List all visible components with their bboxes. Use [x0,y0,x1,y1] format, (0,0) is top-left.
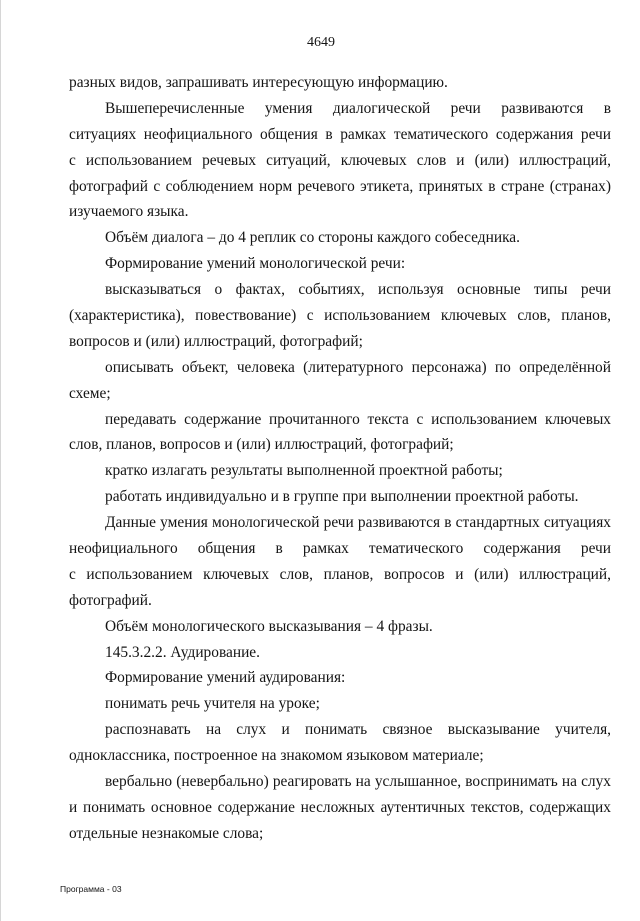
text-line: одноклассника, построенное на знакомом языковом материале; [69,747,484,765]
text-line: ситуациях неофициального общения в рамках тематического содержания речи [69,125,611,143]
text-line: фотографий. [69,591,152,609]
text-line: разных видов, запрашивать интересующую информацию. [69,74,448,91]
page-number: 4649 [307,35,335,50]
text-line: кратко излагать результаты выполненной проектной работы; [105,462,503,480]
text-line: описывать объект, человека (литературного персонажа) по определённой [105,358,611,376]
text-line: вербально (невербально) реагировать на услышанное, воспринимать на слух [105,773,611,791]
text-line: Объём монологического высказывания – 4 фразы. [105,617,433,635]
text-line: схеме; [69,384,111,402]
text-line: вопросов и (или) иллюстраций, фотографий; [69,332,363,350]
text-line: неофициального общения в рамках тематического содержания речи [69,540,611,558]
text-line: работать индивидуально и в группе при выполнении проектной работы. [105,488,579,506]
text-line: Объём диалога – до 4 реплик со стороны каждого собеседника. [105,229,520,247]
text-line: фотографий с соблюдением норм речевого этикета, принятых в стране (странах) [69,177,611,195]
text-line: отдельные незнакомые слова; [69,824,264,842]
text-line: слов, планов, вопросов и (или) иллюстраций, фотографий; [69,436,454,454]
text-line: Данные умения монологической речи развиваются в стандартных ситуациях [105,514,611,532]
text-line: с использованием речевых ситуаций, ключевых слов и (или) иллюстраций, [69,151,611,169]
section-heading: 145.3.2.2. Аудирование. [105,643,260,661]
text-line: высказываться о фактах, событиях, используя основные типы речи [105,281,611,299]
document-body [69,70,611,847]
text-line: распознавать на слух и понимать связное высказывание учителя, [105,721,611,739]
text-line: Вышеперечисленные умения диалогической речи развиваются в [105,99,611,117]
text-line: Формирование умений аудирования: [105,669,346,687]
text-line: понимать речь учителя на уроке; [105,695,320,713]
text-line: (характеристика), повествование) с использованием ключевых слов, планов, [69,307,611,325]
text-line: Формирование умений монологической речи: [105,255,406,273]
text-line: с использованием ключевых слов, планов, вопросов и (или) иллюстраций, [69,565,611,583]
text-line: изучаемого языка. [69,203,189,221]
text-line: передавать содержание прочитанного текста с использованием ключевых [105,410,611,428]
text-line: и понимать основное содержание несложных аутентичных текстов, содержащих [69,798,611,816]
page-footer: Программа - 03 [60,884,122,894]
